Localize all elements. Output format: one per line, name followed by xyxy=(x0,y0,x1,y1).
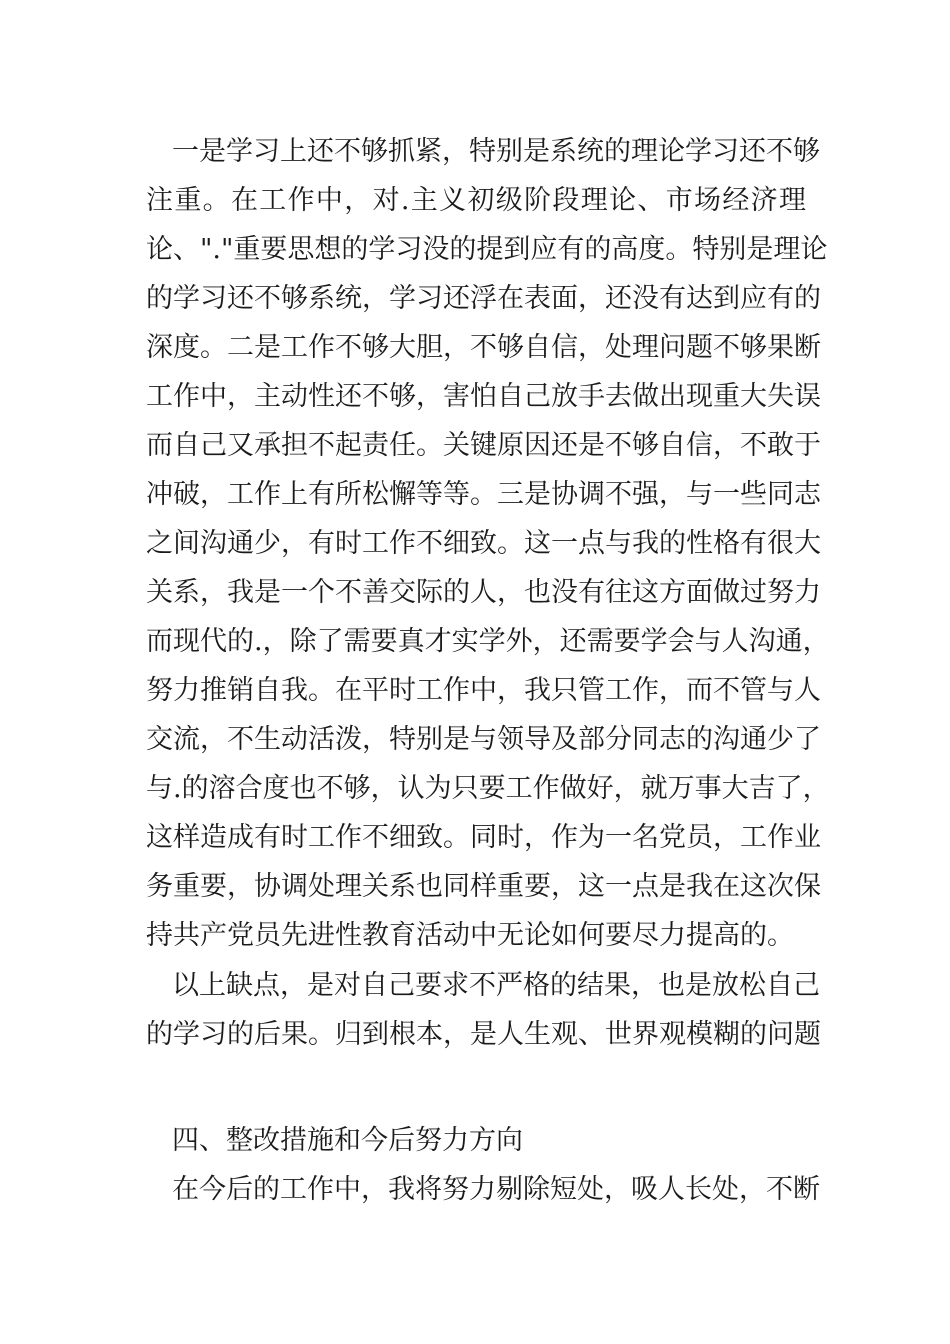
text-line: 务重要，协调处理关系也同样重要，这一点是我在这次保 xyxy=(146,871,821,902)
text-line: 一是学习上还不够抓紧，特别是系统的理论学习还不够 xyxy=(172,136,820,167)
text-line: 冲破，工作上有所松懈等等。三是协调不强，与一些同志 xyxy=(146,479,821,510)
text-line: 与.的溶合度也不够，认为只要工作做好，就万事大吉了， xyxy=(146,773,830,804)
text-line: 努力推销自我。在平时工作中，我只管工作，而不管与人 xyxy=(146,675,821,706)
text-line: 深度。二是工作不够大胆，不够自信，处理问题不够果断 xyxy=(146,332,821,363)
text-line: 注重。在工作中，对.主义初级阶段理论、市场经济理 xyxy=(146,185,806,216)
text-line: 的学习的后果。归到根本，是人生观、世界观模糊的问题 xyxy=(146,1019,821,1050)
text-line: 以上缺点，是对自己要求不严格的结果，也是放松自己 xyxy=(172,970,820,1001)
text-line: 交流，不生动活泼，特别是与领导及部分同志的沟通少了 xyxy=(146,724,821,755)
text-line: 论、"."重要思想的学习没的提到应有的高度。特别是理论 xyxy=(146,234,828,265)
text-line: 工作中，主动性还不够，害怕自己放手去做出现重大失误 xyxy=(146,381,821,412)
text-line: 这样造成有时工作不细致。同时，作为一名党员，工作业 xyxy=(146,822,821,853)
text-line: 在今后的工作中，我将努力剔除短处，吸人长处，不断 xyxy=(172,1174,820,1205)
text-line: 的学习还不够系统，学习还浮在表面，还没有达到应有的 xyxy=(146,283,821,314)
section-heading: 四、整改措施和今后努力方向 xyxy=(172,1125,523,1156)
text-line: 之间沟通少，有时工作不细致。这一点与我的性格有很大 xyxy=(146,528,821,559)
text-line: 而自己又承担不起责任。关键原因还是不够自信，不敢于 xyxy=(146,430,821,461)
text-line: 持共产党员先进性教育活动中无论如何要尽力提高的。 xyxy=(146,920,794,951)
text-line: 关系，我是一个不善交际的人，也没有往这方面做过努力 xyxy=(146,577,821,608)
text-line: 而现代的.，除了需要真才实学外，还需要学会与人沟通， xyxy=(146,626,830,657)
